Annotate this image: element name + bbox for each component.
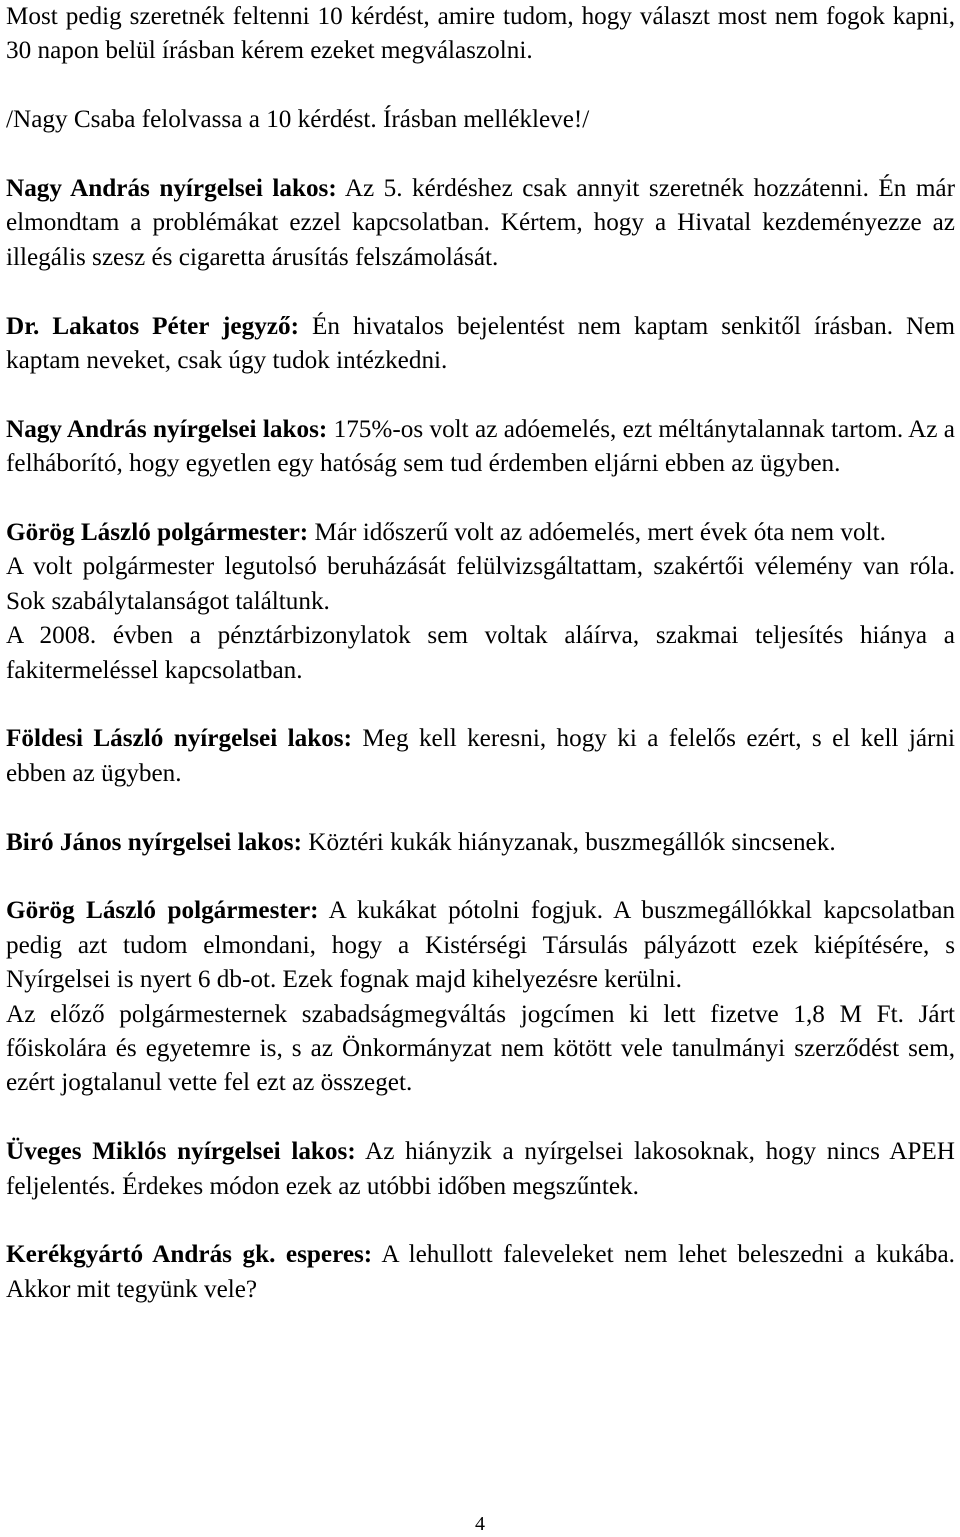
paragraph-spacer <box>6 860 955 894</box>
speaker-name: Földesi László nyírgelsei lakos: <box>6 725 352 753</box>
paragraph-text: A 2008. évben a pénztárbizonylatok sem voltak aláírva, szakmai teljesítés hiánya a fakitermeléssel kapcsolatban. <box>6 622 955 684</box>
paragraph <box>6 619 955 688</box>
paragraph-text: A kukákat pótolni fogjuk. A buszmegállókkal kapcsolatban pedig azt tudom elmondani, hogy a Kistérségi Társulás pályázott ezek kiépítésére, s Nyírgelsei is nyert 6 db-ot. Ezek fognak majd kihelyezésre kerülni. <box>6 897 955 994</box>
speaker-name: Görög László polgármester: <box>6 519 309 547</box>
paragraph-text: Meg kell keresni, hogy ki a felelős ezért, s el kell járni ebben az ügyben. <box>6 725 955 787</box>
speaker-name: Nagy András nyírgelsei lakos: <box>6 415 328 443</box>
page-number: 4 <box>475 1513 485 1535</box>
paragraph-spacer <box>6 791 955 825</box>
speaker-name: Kerékgyártó András gk. esperes: <box>6 1241 373 1269</box>
paragraph-spacer <box>6 69 955 103</box>
paragraph <box>6 894 955 997</box>
paragraph <box>6 172 955 275</box>
paragraph <box>6 0 955 69</box>
paragraph-text: Most pedig szeretnék feltenni 10 kérdést, amire tudom, hogy választ most nem fogok kapni, 30 napon belül írásban kérem ezeket megválaszolni. <box>6 3 955 65</box>
paragraph <box>6 998 955 1101</box>
paragraph <box>6 722 955 791</box>
paragraph-spacer <box>6 275 955 309</box>
paragraph-spacer <box>6 1101 955 1135</box>
paragraph <box>6 1135 955 1204</box>
paragraph-text: Már időszerű volt az adóemelés, mert évek óta nem volt. <box>308 519 886 547</box>
paragraph-text: A lehullott faleveleket nem lehet beleszedni a kukába. Akkor mit tegyünk vele? <box>6 1241 955 1303</box>
paragraph-text: /Nagy Csaba felolvassa a 10 kérdést. Írásban mellékleve!/ <box>6 106 590 134</box>
paragraph-text: Az 5. kérdéshez csak annyit szeretnék hozzátenni. Én már elmondtam a problémákat ezzel kapcsolatban. Kértem, hogy a Hivatal kezdeményezze az illegális szesz és cigaretta árusítás felszámolását. <box>6 175 955 271</box>
paragraph <box>6 516 955 550</box>
paragraph-text: Én hivatalos bejelentést nem kaptam senkitől írásban. Nem kaptam neveket, csak úgy tudok intézkedni. <box>6 312 955 375</box>
paragraph <box>6 826 955 860</box>
paragraph-text: Az előző polgármesternek szabadságmegváltás jogcímen ki lett fizetve 1,8 M Ft. Járt főiskolára és egyetemre is, s az Önkormányzat nem kötött vele tanulmányi szerződést sem, ezért jogtalanul vette fel ezt az összeget. <box>6 1000 955 1097</box>
paragraph-spacer <box>6 1204 955 1238</box>
paragraph-spacer <box>6 688 955 722</box>
paragraph <box>6 310 955 379</box>
paragraph <box>6 1238 955 1307</box>
paragraph <box>6 550 955 619</box>
speaker-name: Nagy András nyírgelsei lakos: <box>6 175 337 202</box>
speaker-name: Biró János nyírgelsei lakos: <box>6 828 302 856</box>
paragraph-text: Köztéri kukák hiányzanak, buszmegállók sincsenek. <box>301 828 836 856</box>
speaker-name: Görög László polgármester: <box>6 897 319 925</box>
paragraph-text: 175%-os volt az adóemelés, ezt méltánytalannak tartom. Az a felháborító, hogy egyetlen egy hatóság sem tud érdemben eljárni ebben az ügyben. <box>6 415 955 478</box>
speaker-name: Üveges Miklós nyírgelsei lakos: <box>6 1138 356 1166</box>
paragraph <box>6 103 955 137</box>
paragraph-text: A volt polgármester legutolsó beruházását felülvizsgáltattam, szakértői vélemény van róla. Sok szabálytalanságot találtunk. <box>6 553 955 615</box>
paragraph-text: Az hiányzik a nyírgelsei lakosoknak, hogy nincs APEH feljelentés. Érdekes módon ezek az utóbbi időben megszűntek. <box>6 1138 955 1200</box>
paragraph <box>6 413 955 482</box>
paragraph-spacer <box>6 378 955 412</box>
paragraph-spacer <box>6 138 955 172</box>
speaker-name: Dr. Lakatos Péter jegyző: <box>6 312 299 340</box>
paragraph-spacer <box>6 482 955 516</box>
document-body <box>6 0 955 1307</box>
